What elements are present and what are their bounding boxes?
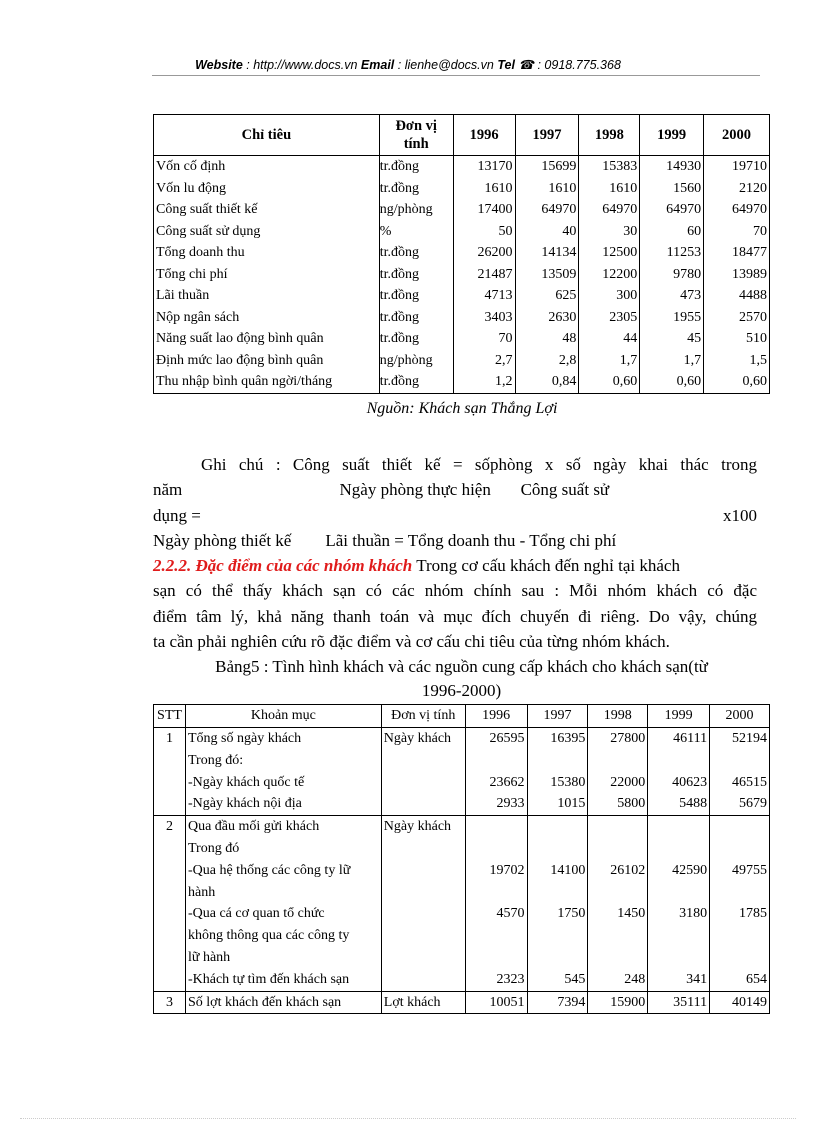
table1-row xyxy=(154,307,770,329)
table1-cell: tr.đồng xyxy=(379,371,453,393)
table1-header-cell: 1999 xyxy=(640,115,704,156)
table2-cell-line: 22000 xyxy=(610,774,646,790)
table2-cell-line: 1785 xyxy=(739,906,767,922)
website-label: Website xyxy=(195,58,243,72)
table2-header-cell: 1997 xyxy=(527,705,588,728)
table2-cell-line: 46111 xyxy=(673,731,708,746)
table1-cell: Vốn lu động xyxy=(154,178,380,200)
table1-cell: Vốn cố định xyxy=(154,156,380,178)
table1-cell: 64970 xyxy=(579,199,640,221)
table1-cell: tr.đồng xyxy=(379,242,453,264)
table1-cell: 0,84 xyxy=(515,371,579,393)
table1-cell: 64970 xyxy=(640,199,704,221)
table2-cell xyxy=(648,991,710,1014)
note-text: x100 xyxy=(723,506,757,525)
table2-cell xyxy=(154,728,186,816)
note-text: dụng = xyxy=(153,506,201,525)
table2-cell-line: 49755 xyxy=(732,862,767,878)
table2-row xyxy=(154,816,770,991)
table2-cell-line: 14100 xyxy=(550,862,586,878)
table2-cell-line: Trong đó xyxy=(187,840,240,856)
table1-row xyxy=(154,221,770,243)
tel-value: : 0918.775.368 xyxy=(537,58,621,72)
table2-caption: Bảng5 : Tình hình khách và các nguồn cung cấp khách cho khách sạn(từ xyxy=(215,657,708,676)
table2-cell-line xyxy=(590,925,645,947)
table2-cell xyxy=(185,728,381,816)
guest-sources-table xyxy=(153,704,770,1014)
table2-cell-line xyxy=(590,816,645,838)
table2-header-cell: Đơn vị tính xyxy=(381,705,465,728)
table2-cell-line: 10051 xyxy=(489,994,525,1010)
table1-cell: 30 xyxy=(579,221,640,243)
table2-cell-line: 40623 xyxy=(672,774,708,790)
table2-cell-line xyxy=(468,838,525,860)
table2-header-cell: 2000 xyxy=(710,705,770,728)
table2-cell-line: 5679 xyxy=(739,796,767,812)
table2-cell-line: 35111 xyxy=(673,994,708,1010)
table1-cell: 0,60 xyxy=(704,371,770,393)
table2-row xyxy=(154,728,770,816)
table2-header-cell: 1998 xyxy=(588,705,648,728)
table1-cell: Tổng chi phí xyxy=(154,264,380,286)
table1-cell: Định mức lao động bình quân xyxy=(154,350,380,372)
note-line-3 xyxy=(153,503,757,529)
table2-cell-line: 4570 xyxy=(496,906,525,922)
table1-cell: 1560 xyxy=(640,178,704,200)
table2-cell-line xyxy=(650,816,707,838)
table2-cell xyxy=(588,816,648,991)
table2-cell-line: Tổng số ngày khách xyxy=(187,731,302,746)
email-label: Email xyxy=(360,58,395,72)
table1-cell: Công suất sử dụng xyxy=(154,221,380,243)
table1-cell: 13989 xyxy=(704,264,770,286)
table1-cell: 2305 xyxy=(579,307,640,329)
table2-cell-line xyxy=(650,750,707,772)
table2-header-cell: Khoản mục xyxy=(185,705,381,728)
table1-cell: % xyxy=(379,221,453,243)
table1-cell: 70 xyxy=(704,221,770,243)
table1-cell: 64970 xyxy=(515,199,579,221)
section-first-line xyxy=(153,553,757,579)
table2-cell xyxy=(527,991,588,1014)
table2-cell xyxy=(381,991,465,1014)
table2-cell-line: 341 xyxy=(686,971,708,987)
table1-row xyxy=(154,242,770,264)
table2-cell-line: -Ngày khách quốc tế xyxy=(187,774,305,790)
table1-cell: 17400 xyxy=(453,199,515,221)
table1-cell: 1,2 xyxy=(453,371,515,393)
email-value: : lienhe@docs.vn xyxy=(397,58,494,72)
table1-row xyxy=(154,350,770,372)
table1-cell: 2630 xyxy=(515,307,579,329)
note-line: Ngày phòng thiết kế Lãi thuần = Tổng doanh thu - Tổng chi phí xyxy=(153,531,617,550)
tel-label: Tel xyxy=(497,58,515,72)
table2-cell-line: 1750 xyxy=(557,906,586,922)
table1-cell: 1,5 xyxy=(704,350,770,372)
section-text: Trong cơ cấu khách đến nghỉ tại khách xyxy=(412,556,680,575)
table1-cell: 13509 xyxy=(515,264,579,286)
table1-cell: 15383 xyxy=(579,156,640,178)
table2-cell-line xyxy=(712,838,767,860)
table1-header-cell: 1996 xyxy=(453,115,515,156)
table2-cell xyxy=(648,728,710,816)
table1-cell: 13170 xyxy=(453,156,515,178)
table1-cell: 14930 xyxy=(640,156,704,178)
table1-cell: 1610 xyxy=(515,178,579,200)
table2-cell-line xyxy=(530,750,586,772)
table1-cell: 0,60 xyxy=(640,371,704,393)
table2-cell-line: 1015 xyxy=(557,796,586,812)
table1-cell: Công suất thiết kế xyxy=(154,199,380,221)
table2-cell xyxy=(710,991,770,1014)
table1-cell: 26200 xyxy=(453,242,515,264)
table2-cell-line xyxy=(530,882,586,904)
table2-cell-line: 545 xyxy=(564,971,586,987)
table2-cell-line xyxy=(468,947,525,969)
table2-cell-line xyxy=(590,750,645,772)
table1-cell: 11253 xyxy=(640,242,704,264)
table1-cell: 0,60 xyxy=(579,371,640,393)
table1-cell: 50 xyxy=(453,221,515,243)
page-header xyxy=(0,57,816,72)
table1-cell: 70 xyxy=(453,328,515,350)
table2-cell-line: 15380 xyxy=(550,774,586,790)
table2-cell-line: 1 xyxy=(165,731,173,746)
table1-cell: 14134 xyxy=(515,242,579,264)
table1-cell: 12500 xyxy=(579,242,640,264)
table2-cell-line: 26595 xyxy=(489,731,525,746)
table2-cell-line: hành xyxy=(187,884,216,900)
table2-cell-line: 654 xyxy=(746,971,767,987)
table2-cell-line: 5800 xyxy=(617,796,646,812)
table2-cell xyxy=(588,728,648,816)
table2-cell-line: 7394 xyxy=(557,994,586,1010)
header-divider xyxy=(152,75,760,76)
table2-cell xyxy=(154,816,186,991)
table2-cell-line: 19702 xyxy=(489,862,525,878)
table1-cell: Năng suất lao động bình quân xyxy=(154,328,380,350)
section-heading: 2.2.2. Đặc điểm của các nhóm khách xyxy=(153,556,413,575)
table1-cell: 473 xyxy=(640,285,704,307)
table2-cell-line xyxy=(650,947,707,969)
section-line: ta cần phải nghiên cứu rõ đặc điểm và cơ cấu chi tiêu của từng nhóm khách. xyxy=(153,632,670,651)
phone-icon: ☎ xyxy=(518,58,534,72)
table2-cell-line: Lợt khách xyxy=(383,994,441,1010)
table2-cell-line: 2933 xyxy=(496,796,525,812)
table1-cell: 45 xyxy=(640,328,704,350)
table2-cell-line: 3180 xyxy=(679,906,708,922)
table2-cell-line: 27800 xyxy=(610,731,646,746)
table2-cell-line xyxy=(530,947,586,969)
table1-cell: tr.đồng xyxy=(379,328,453,350)
table2-cell-line: 52194 xyxy=(732,731,767,746)
table1-cell: 12200 xyxy=(579,264,640,286)
table1-cell: 4713 xyxy=(453,285,515,307)
table2-cell-line xyxy=(468,882,525,904)
table1-cell: 4488 xyxy=(704,285,770,307)
table2-cell-line xyxy=(712,882,767,904)
table1-header-cell: 2000 xyxy=(704,115,770,156)
table1-cell: Nộp ngân sách xyxy=(154,307,380,329)
table1-cell: Lãi thuần xyxy=(154,285,380,307)
table2-cell-line: lữ hành xyxy=(187,949,231,965)
table1-cell: 2,8 xyxy=(515,350,579,372)
table1-cell: 2,7 xyxy=(453,350,515,372)
table2-cell-line: 26102 xyxy=(610,862,646,878)
table1-cell: tr.đồng xyxy=(379,156,453,178)
table2-cell-line: 3 xyxy=(165,994,173,1010)
table2-cell-line xyxy=(468,750,525,772)
table1-cell: 1,7 xyxy=(640,350,704,372)
table2-cell-line: Qua đầu mối gửi khách xyxy=(187,819,320,835)
table2-cell-line xyxy=(590,838,645,860)
table2-cell-line xyxy=(712,750,767,772)
table2-cell xyxy=(527,728,588,816)
table2-cell xyxy=(154,991,186,1014)
table1-cell: ng/phòng xyxy=(379,350,453,372)
table1-cell: 19710 xyxy=(704,156,770,178)
note-line: Ghi chú : Công suất thiết kế = sốphòng x số ngày khai thác trong xyxy=(201,455,757,474)
table2-cell xyxy=(588,991,648,1014)
table1-cell: 1,7 xyxy=(579,350,640,372)
table1-cell: 60 xyxy=(640,221,704,243)
table1-cell: ng/phòng xyxy=(379,199,453,221)
table2-cell xyxy=(465,728,527,816)
table1-cell: Thu nhập bình quân ngời/tháng xyxy=(154,371,380,393)
table1-cell: tr.đồng xyxy=(379,307,453,329)
table2-cell-line: 1450 xyxy=(617,906,646,922)
hotel-indicators-table xyxy=(153,114,770,394)
table2-cell-line xyxy=(712,925,767,947)
table2-cell-line xyxy=(530,838,586,860)
table2-cell-line xyxy=(530,925,586,947)
table2-cell-line xyxy=(590,947,645,969)
table2-cell-line: -Ngày khách nội địa xyxy=(187,796,302,812)
table2-cell xyxy=(185,816,381,991)
table1-cell: 2120 xyxy=(704,178,770,200)
table2-cell-line: 5488 xyxy=(679,796,708,812)
table2-cell xyxy=(465,991,527,1014)
table2-cell-line: 42590 xyxy=(672,862,708,878)
table2-cell-line: 23662 xyxy=(489,774,525,790)
table1-row xyxy=(154,328,770,350)
table2-cell-line xyxy=(650,882,707,904)
table2-cell-line: Ngày khách xyxy=(383,819,452,835)
section-line: sạn có thể thấy khách sạn có các nhóm chính sau : Mỗi nhóm khách có đặc xyxy=(153,581,757,600)
table2-cell-line: -Qua hệ thống các công ty lữ xyxy=(187,862,351,878)
table2-cell-line: Ngày khách xyxy=(383,731,452,746)
table1-cell: Tổng doanh thu xyxy=(154,242,380,264)
table2-cell xyxy=(527,816,588,991)
table1-cell: 300 xyxy=(579,285,640,307)
table2-cell-line xyxy=(712,947,767,969)
table1-cell: tr.đồng xyxy=(379,264,453,286)
table2-cell-line: Trong đó: xyxy=(187,752,244,768)
table2-row xyxy=(154,991,770,1014)
table2-cell-line xyxy=(712,816,767,838)
table1-row xyxy=(154,199,770,221)
table1-header-cell: 1997 xyxy=(515,115,579,156)
table1-cell: 40 xyxy=(515,221,579,243)
table2-header-cell: STT xyxy=(154,705,186,728)
source-note: Nguồn: Khách sạn Thắng Lợi xyxy=(366,400,558,417)
table2-cell xyxy=(465,816,527,991)
table1-header-cell: Chỉ tiêu xyxy=(154,115,380,156)
table2-cell-line xyxy=(530,816,586,838)
table1-cell: 3403 xyxy=(453,307,515,329)
table2-cell xyxy=(710,816,770,991)
table1-header-cell: 1998 xyxy=(579,115,640,156)
table2-cell-line: -Qua cá cơ quan tổ chức xyxy=(187,906,325,922)
table1-cell: 1955 xyxy=(640,307,704,329)
table1-header-row xyxy=(154,115,770,156)
table2-cell xyxy=(185,991,381,1014)
table2-header-cell: 1996 xyxy=(465,705,527,728)
note-line: năm Ngày phòng thực hiện Công suất sử xyxy=(153,480,610,499)
table1-cell: tr.đồng xyxy=(379,285,453,307)
section-line: điểm tâm lý, khả năng thanh toán và mục đích chuyến đi riêng. Do vậy, chúng xyxy=(153,607,757,626)
table1-cell: 44 xyxy=(579,328,640,350)
table2-cell-line: 248 xyxy=(624,971,646,987)
table2-cell-line: 40149 xyxy=(732,994,767,1010)
table2-cell xyxy=(381,728,465,816)
table1-row xyxy=(154,264,770,286)
table2-cell-line: 46515 xyxy=(732,774,767,790)
table2-header-row xyxy=(154,705,770,728)
table1-cell: tr.đồng xyxy=(379,178,453,200)
table1-header-cell: Đơn vị tính xyxy=(379,115,453,156)
table1-row xyxy=(154,156,770,178)
table2-cell-line xyxy=(468,816,525,838)
table1-cell: 1610 xyxy=(579,178,640,200)
table2-cell-line: 15900 xyxy=(610,994,646,1010)
table1-cell: 625 xyxy=(515,285,579,307)
table2-cell-line: 16395 xyxy=(550,731,586,746)
table1-cell: 1610 xyxy=(453,178,515,200)
website-value: : http://www.docs.vn xyxy=(246,58,358,72)
table1-cell: 2570 xyxy=(704,307,770,329)
table1-row xyxy=(154,285,770,307)
table1-cell: 510 xyxy=(704,328,770,350)
table2-cell xyxy=(710,728,770,816)
table2-cell-line: không thông qua các công ty xyxy=(187,928,350,944)
table2-cell-line xyxy=(590,882,645,904)
table1-cell: 9780 xyxy=(640,264,704,286)
table2-cell xyxy=(648,816,710,991)
table2-cell-line: -Khách tự tìm đến khách sạn xyxy=(187,971,350,987)
table1-cell: 18477 xyxy=(704,242,770,264)
table1-cell: 64970 xyxy=(704,199,770,221)
table2-cell-line xyxy=(468,925,525,947)
table1-cell: 21487 xyxy=(453,264,515,286)
table2-cell-line xyxy=(650,925,707,947)
table2-cell xyxy=(381,816,465,991)
table2-cell-line xyxy=(650,838,707,860)
table1-cell: 15699 xyxy=(515,156,579,178)
table1-cell: 48 xyxy=(515,328,579,350)
table1-row xyxy=(154,178,770,200)
table2-cell-line: 2 xyxy=(165,819,173,835)
table2-cell-line: 2323 xyxy=(496,971,525,987)
table1-row xyxy=(154,371,770,393)
table2-cell-line: Số lợt khách đến khách sạn xyxy=(187,994,342,1010)
table2-header-cell: 1999 xyxy=(648,705,710,728)
table2-caption: 1996-2000) xyxy=(421,681,502,700)
footer-divider xyxy=(20,1118,796,1119)
